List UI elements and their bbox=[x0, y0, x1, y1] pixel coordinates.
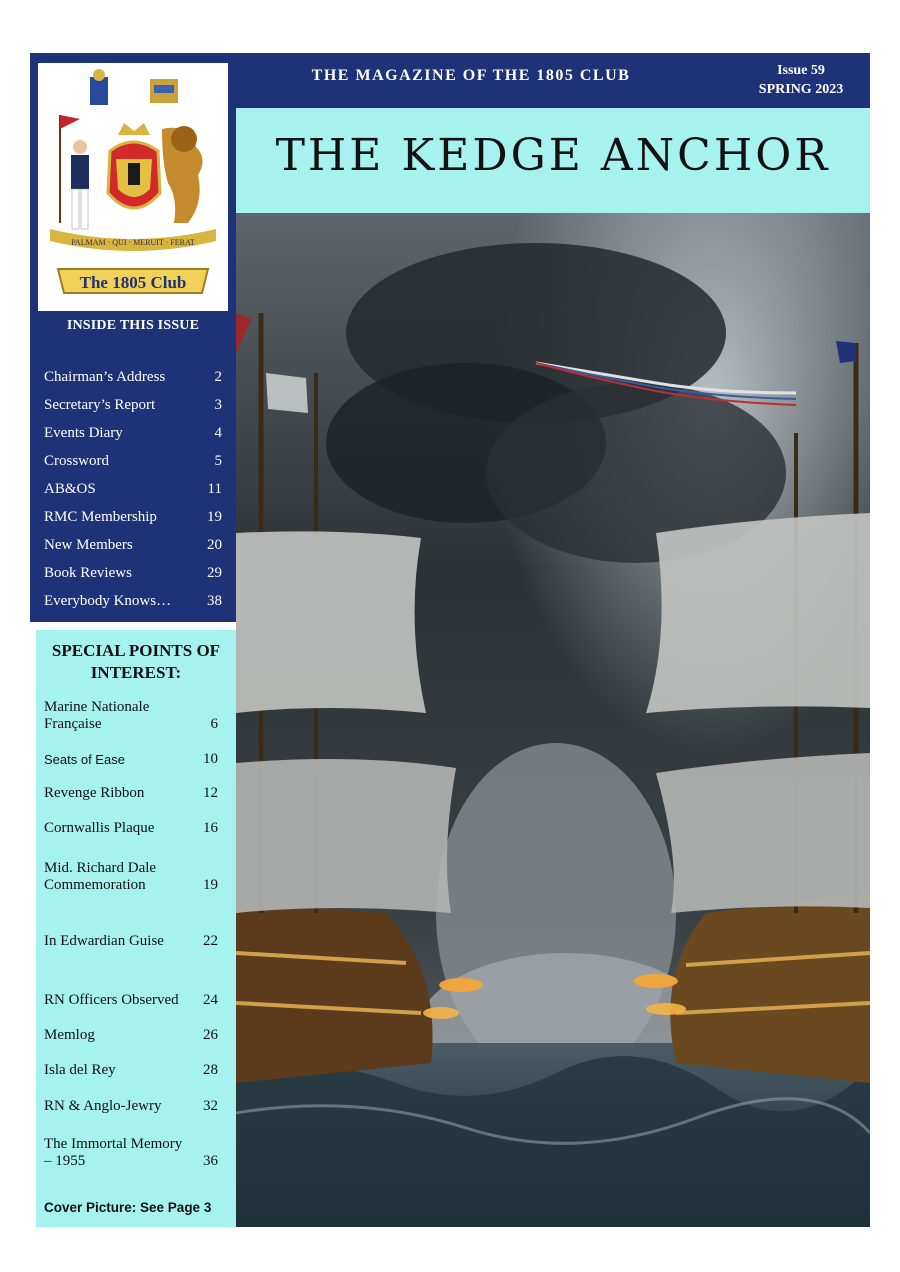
toc-item[interactable] bbox=[44, 497, 222, 525]
toc-item[interactable] bbox=[44, 553, 222, 581]
toc-item-page: 2 bbox=[214, 369, 222, 385]
special-item-page: 16 bbox=[203, 820, 218, 836]
special-item-title: Revenge Ribbon bbox=[44, 785, 145, 801]
special-item-page: 10 bbox=[203, 751, 218, 767]
toc-item-title: Secretary’s Report bbox=[44, 397, 156, 413]
magazine-cover bbox=[30, 53, 870, 1227]
issue-number: Issue 59 bbox=[777, 63, 825, 78]
special-item-page: 19 bbox=[203, 877, 218, 893]
toc-item-page: 3 bbox=[214, 397, 222, 413]
special-heading-line2: INTEREST: bbox=[90, 663, 182, 682]
special-points-panel bbox=[30, 622, 236, 1227]
toc-item-title: Events Diary bbox=[44, 425, 123, 441]
special-item[interactable] bbox=[44, 1097, 218, 1115]
header-bar bbox=[236, 53, 870, 108]
special-item[interactable] bbox=[44, 860, 218, 894]
special-item[interactable] bbox=[44, 699, 218, 733]
special-item-page: 26 bbox=[203, 1027, 218, 1043]
special-item-page: 24 bbox=[203, 992, 218, 1008]
toc-item-title: Everybody Knows… bbox=[44, 593, 172, 609]
special-item-page: 32 bbox=[203, 1098, 218, 1114]
special-item[interactable] bbox=[44, 819, 218, 837]
special-item-title: RN & Anglo-Jewry bbox=[44, 1098, 162, 1114]
sea-battle-illustration bbox=[236, 213, 870, 1227]
toc-item-page: 11 bbox=[207, 481, 222, 497]
toc-item-page: 20 bbox=[207, 537, 222, 553]
special-item-title: The Immortal Memory – 1955 bbox=[44, 1136, 183, 1169]
toc-item-page: 5 bbox=[214, 453, 222, 469]
special-item[interactable] bbox=[44, 750, 218, 768]
special-item-title: Cornwallis Plaque bbox=[44, 820, 155, 836]
special-item-page: 6 bbox=[210, 716, 218, 732]
special-item-title: RN Officers Observed bbox=[44, 992, 179, 1008]
special-points bbox=[36, 630, 236, 1227]
crest-panel bbox=[30, 53, 236, 315]
special-item-page: 22 bbox=[203, 933, 218, 949]
special-heading-line1: SPECIAL POINTS OF bbox=[51, 641, 221, 660]
special-item-title: Mid. Richard Dale Commemoration bbox=[44, 860, 157, 893]
toc-item-title: AB&OS bbox=[44, 481, 96, 497]
special-item[interactable] bbox=[44, 975, 218, 1009]
crest-banner: The 1805 Club bbox=[79, 273, 187, 292]
toc-item[interactable] bbox=[44, 469, 222, 497]
inside-heading: INSIDE THIS ISSUE bbox=[66, 318, 200, 333]
toc-item[interactable] bbox=[44, 351, 222, 385]
left-column bbox=[30, 53, 236, 1227]
toc-item-page: 38 bbox=[207, 593, 222, 609]
special-item-title: Seats of Ease bbox=[44, 752, 125, 767]
toc-item-page: 4 bbox=[214, 425, 222, 441]
toc-item[interactable] bbox=[44, 581, 222, 609]
issue-season: SPRING 2023 bbox=[758, 82, 844, 97]
special-item[interactable] bbox=[44, 1026, 218, 1044]
toc-item-title: Chairman’s Address bbox=[44, 369, 166, 385]
club-crest-icon bbox=[38, 63, 228, 311]
special-item-page: 12 bbox=[203, 785, 218, 801]
toc-item-page: 29 bbox=[207, 565, 222, 581]
cover-illustration bbox=[236, 213, 870, 1227]
special-item[interactable] bbox=[44, 1136, 218, 1170]
special-item[interactable] bbox=[44, 784, 218, 802]
special-item-title: In Edwardian Guise bbox=[44, 933, 164, 949]
special-item-page: 28 bbox=[203, 1062, 218, 1078]
issue-info bbox=[746, 61, 856, 99]
special-item[interactable] bbox=[44, 916, 218, 950]
title-band bbox=[236, 108, 870, 213]
toc-item-page: 19 bbox=[207, 509, 222, 525]
special-item-title: Isla del Rey bbox=[44, 1062, 116, 1078]
toc-item[interactable] bbox=[44, 385, 222, 413]
toc-item[interactable] bbox=[44, 441, 222, 469]
special-item[interactable] bbox=[44, 1061, 218, 1079]
cover-picture-note: Cover Picture: See Page 3 bbox=[44, 1200, 212, 1215]
crest-motto: PALMAM · QUI · MERUIT · FERAT bbox=[71, 238, 195, 247]
magazine-title: THE KEDGE ANCHOR bbox=[275, 130, 831, 181]
toc-item-title: New Members bbox=[44, 537, 133, 553]
toc-item[interactable] bbox=[44, 525, 222, 553]
crest-frame bbox=[38, 63, 228, 311]
toc-list bbox=[44, 351, 222, 609]
special-heading bbox=[36, 640, 236, 684]
magazine-tagline: THE MAGAZINE OF THE 1805 CLUB bbox=[311, 67, 631, 84]
toc-item-title: RMC Membership bbox=[44, 509, 157, 525]
special-item-title: Memlog bbox=[44, 1027, 95, 1043]
inside-this-issue bbox=[30, 315, 236, 622]
special-item-title: Marine Nationale Française bbox=[44, 699, 150, 732]
toc-item-title: Crossword bbox=[44, 453, 110, 469]
toc-item[interactable] bbox=[44, 413, 222, 441]
toc-item-title: Book Reviews bbox=[44, 565, 132, 581]
special-item-page: 36 bbox=[203, 1153, 218, 1169]
